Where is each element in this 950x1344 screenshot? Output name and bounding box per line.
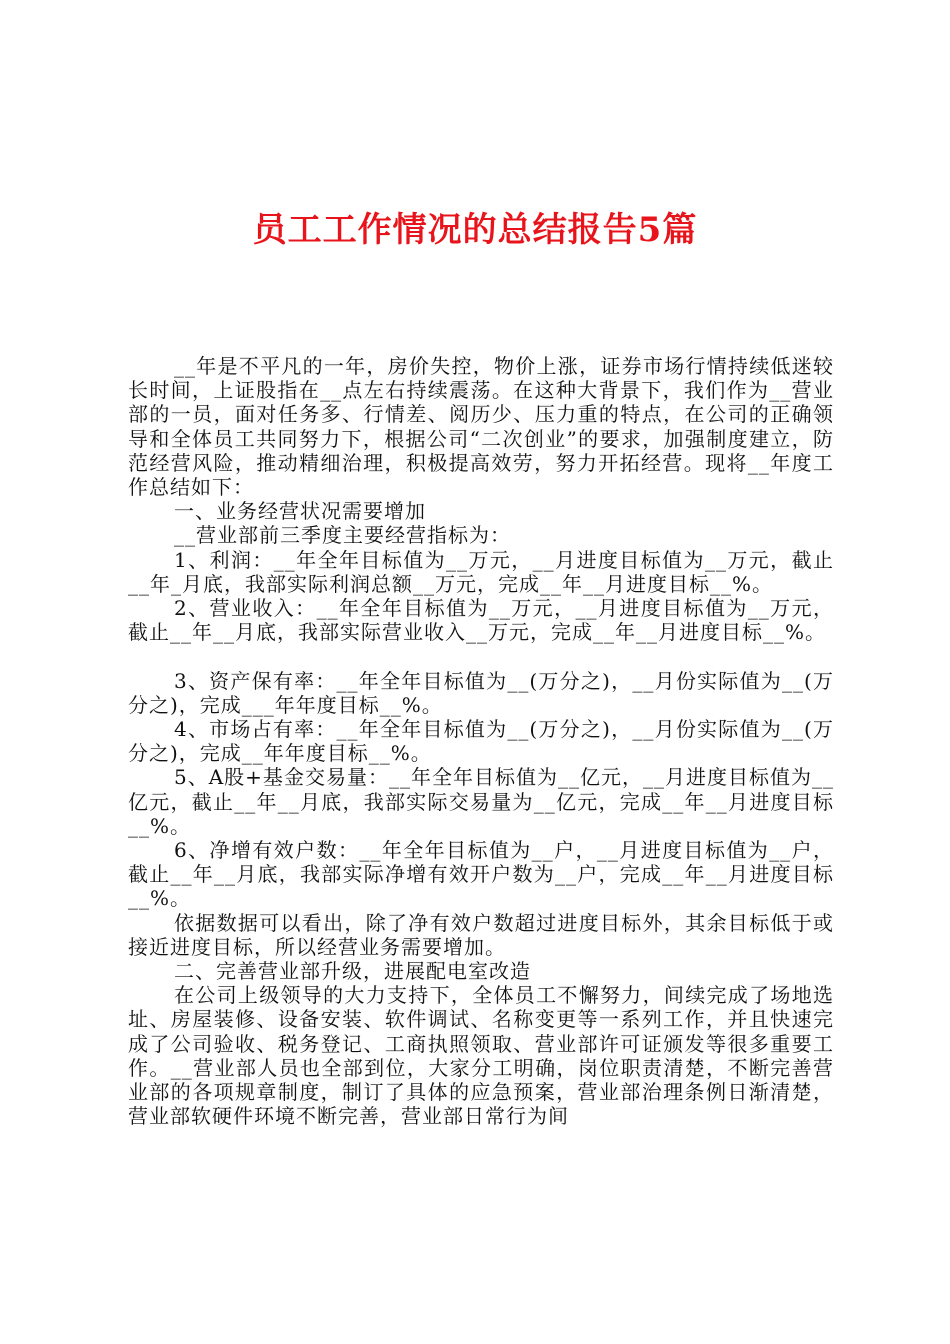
paragraph-upgrade: 在公司上级领导的大力支持下，全体员工不懈努力，间续完成了场地选址、房屋装修、设备安装、软件调试、名称变更等一系列工作，并且快速完成了公司验收、税务登记、工商执照领取、营业部许可证颁发等很多重要工作。__营业部人员也全部到位，大家分工明确，岗位职责清楚，不断完善营业部的各项规章制度，制订了具体的应急预案，营业部治理条例日渐清楚，营业部软硬件环境不断完善，营业部日常行为间 — [128, 983, 834, 1129]
document-title: 员工工作情况的总结报告5篇 — [252, 210, 698, 250]
paragraph-trading-volume: 5、A股+基金交易量：__年全年目标值为__亿元，__月进度目标值为__亿元，截止__年__月底，我部实际交易量为__亿元，完成__年__月进度目标__%。 — [128, 765, 834, 838]
paragraph-indicators-intro: __营业部前三季度主要经营指标为： — [174, 523, 511, 548]
paragraph-conclusion: 依据数据可以看出，除了净有效户数超过进度目标外，其余目标低于或接近进度目标，所以经营业务需要增加。 — [128, 910, 834, 959]
paragraph-market-share: 4、市场占有率：__年全年目标值为__(万分之)，__月份实际值为__(万分之)，完成__年年度目标__%。 — [128, 717, 834, 766]
paragraph-asset-retention: 3、资产保有率：__年全年目标值为__(万分之)，__月份实际值为__(万分之)，完成___年年度目标__%。 — [128, 668, 834, 717]
section-heading-1: 一、业务经营状况需要增加 — [174, 499, 426, 524]
paragraph-revenue: 2、营业收入：__年全年目标值为__万元，__月进度目标值为__万元，截止__年__月底，我部实际营业收入__万元，完成__年__月进度目标__%。 — [128, 596, 834, 645]
document-body — [128, 354, 834, 1128]
paragraph-intro: __年是不平凡的一年，房价失控，物价上涨，证券市场行情持续低迷较长时间，上证股指在__点左右持续震荡。在这种大背景下，我们作为__营业部的一员，面对任务多、行情差、阅历少、压力重的特点，在公司的正确领导和全体员工共同努力下，根据公司“二次创业”的要求，加强制度建立，防范经营风险，推动精细治理，积极提高效劳，努力开拓经营。现将__年度工作总结如下： — [128, 354, 834, 500]
paragraph-profit: 1、利润：__年全年目标值为__万元，__月进度目标值为__万元，截止__年_月底，我部实际利润总额__万元，完成__年__月进度目标__%。 — [128, 547, 834, 596]
section-heading-2: 二、完善营业部升级，进展配电室改造 — [174, 959, 531, 984]
paragraph-net-accounts: 6、净增有效户数：__年全年目标值为__户，__月进度目标值为__户，截止__年__月底，我部实际净增有效开户数为__户，完成__年__月进度目标__%。 — [128, 838, 834, 911]
